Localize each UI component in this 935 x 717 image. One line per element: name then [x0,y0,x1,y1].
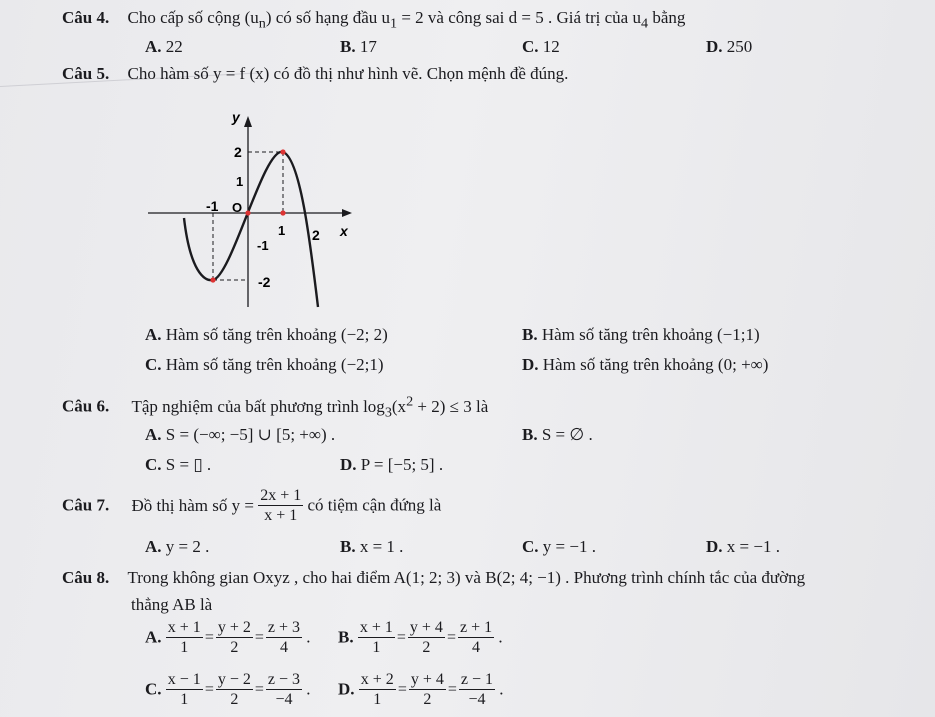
function-graph [140,100,360,312]
frac-num: z + 3 [267,619,301,636]
option-text: y = 2 . [165,537,210,556]
q7-option-d[interactable] [706,537,780,557]
tick-x-1: 1 [278,223,286,238]
frac [266,618,302,657]
x-axis-label: x [340,223,348,239]
frac-num: x + 1 [359,619,393,636]
question-6-number: Câu 6. [62,396,110,416]
frac [216,618,253,657]
option-label: D. [706,37,723,56]
frac-den: 4 [279,639,288,656]
y-axis-arrow-icon [244,116,252,127]
q4-option-b[interactable] [340,37,377,57]
q6-option-c[interactable] [145,455,211,475]
option-label: D. [706,537,723,556]
frac-num: y + 4 [410,671,444,688]
tick-y-minus-2: -2 [258,274,271,290]
equals-sign: = [254,628,264,646]
question-8-text-line2: thẳng AB là [131,595,213,614]
frac-den: 1 [373,691,382,708]
q7-text-a: Đồ thị hàm số y = [131,495,254,515]
q7-option-b[interactable] [340,537,403,557]
frac [459,670,495,709]
q6-sub-3: 3 [384,404,392,421]
q6-option-b[interactable] [522,425,593,445]
option-label: A. [145,325,162,344]
equals-sign: = [204,680,214,698]
option-text: Hàm số tăng trên khoảng (−2;1) [165,355,384,374]
equals-sign: = [204,628,214,646]
question-4-text [127,8,686,32]
tick-x-minus-1: -1 [206,198,219,214]
option-end: . [498,627,503,647]
option-text: P = [−5; 5] . [360,455,444,474]
question-5 [62,64,568,84]
frac-num: x + 1 [167,619,201,636]
q4-sub-1: 1 [390,15,398,32]
y-axis-label: y [232,109,240,125]
frac [358,618,395,657]
q5-option-a[interactable] [145,325,388,345]
option-label: B. [340,537,356,556]
q5-option-c[interactable] [145,355,384,375]
option-label: C. [522,537,539,556]
option-label: D. [340,455,357,474]
q8-option-b[interactable] [338,618,503,657]
tick-y-minus-1: -1 [257,238,269,253]
frac-num: y − 2 [217,671,251,688]
question-8 [62,568,805,588]
q7-text-b: có tiệm cận đứng là [307,495,442,515]
function-curve [184,152,318,307]
option-text: Hàm số tăng trên khoảng (0; +∞) [542,355,769,374]
frac-num: x + 2 [360,671,394,688]
frac [409,670,446,709]
q4-option-d[interactable] [706,37,752,57]
equals-sign: = [397,680,407,698]
option-label: A. [145,37,162,56]
option-label: C. [145,455,162,474]
equals-sign: = [396,628,406,646]
equals-sign: = [254,680,264,698]
frac-den: 2 [423,691,432,708]
frac-den: −4 [468,691,486,708]
q7-option-c[interactable] [522,537,596,557]
option-label: A. [145,627,162,647]
option-text: Hàm số tăng trên khoảng (−2; 2) [165,325,388,344]
option-text: S = (−∞; −5] ∪ [5; +∞) . [165,425,336,444]
q4-text-d: bằng [648,8,686,27]
q5-option-d[interactable] [522,355,768,375]
option-text: 250 [726,37,753,56]
option-text: S = ∅ . [541,425,593,444]
q7-frac-den: x + 1 [264,507,298,524]
q6-text-c: + 2) ≤ 3 là [413,396,489,416]
frac-num: y + 4 [409,619,443,636]
frac-num: x − 1 [167,671,201,688]
frac [166,618,203,657]
frac-den: 1 [372,639,381,656]
tick-y-1: 1 [236,174,244,189]
q8-option-d[interactable] [338,670,504,709]
q4-option-c[interactable] [522,37,560,57]
q6-text-a: Tập nghiệm của bất phương trình log [131,396,385,416]
question-4-number: Câu 4. [62,8,110,27]
q4-option-a[interactable] [145,37,183,57]
q8-option-a[interactable] [145,618,311,657]
q7-fraction [258,486,303,525]
origin-label: O [232,200,243,215]
option-label: B. [522,325,538,344]
frac [458,618,494,657]
frac-den: 2 [230,639,239,656]
option-text: x = 1 . [359,537,404,556]
x-axis-arrow-icon [342,209,352,217]
q6-text-b: (x [391,396,407,416]
question-7 [62,486,441,525]
question-4 [62,8,685,32]
q5-option-b[interactable] [522,325,760,345]
question-8-number: Câu 8. [62,568,110,587]
frac-den: 2 [422,639,431,656]
frac [216,670,253,709]
frac-den: 1 [180,639,189,656]
q6-option-a[interactable] [145,425,335,445]
point-x1 [280,210,285,215]
question-5-text: Cho hàm số y = f (x) có đồ thị như hình vẽ. Chọn mệnh đề đúng. [127,64,569,83]
option-text: Hàm số tăng trên khoảng (−1;1) [541,325,760,344]
point-min [210,277,215,282]
question-6 [62,393,488,421]
option-text: 12 [542,37,560,56]
frac [359,670,396,709]
option-label: C. [145,355,162,374]
frac-den: 1 [180,691,189,708]
frac-den: −4 [275,691,293,708]
option-text: 22 [165,37,183,56]
q7-option-a[interactable] [145,537,209,557]
q4-sub-4: 4 [640,15,649,32]
point-max [280,149,285,154]
option-text: 17 [359,37,377,56]
question-5-number: Câu 5. [62,64,110,83]
frac [166,670,203,709]
option-label: D. [338,679,355,699]
frac [266,670,302,709]
q6-sup-2: 2 [406,393,414,409]
frac-num: z − 3 [267,671,301,688]
question-6-text [131,393,489,421]
option-label: C. [522,37,539,56]
option-text: y = −1 . [542,537,596,556]
option-label: B. [338,627,354,647]
equals-sign: = [447,680,457,698]
frac-den: 4 [472,639,481,656]
option-label: B. [522,425,538,444]
option-label: B. [340,37,356,56]
option-label: A. [145,537,162,556]
question-8-text: Trong không gian Oxyz , cho hai điểm A(1; 2; 3) và B(2; 4; −1) . Phương trình chính tắc của đường [127,568,806,587]
option-text: x = −1 . [726,537,780,556]
point-origin [245,210,250,215]
q4-text-b: ) có số hạng đầu u [265,8,390,27]
question-7-number: Câu 7. [62,495,110,515]
option-label: D. [522,355,539,374]
frac-num: z − 1 [460,671,494,688]
q8-option-c[interactable] [145,670,311,709]
q7-frac-num: 2x + 1 [260,487,302,504]
option-end: . [306,679,311,699]
option-label: C. [145,679,162,699]
q4-text-c: = 2 và công sai d = 5 . Giá trị của u [397,8,641,27]
option-label: A. [145,425,162,444]
frac-den: 2 [230,691,239,708]
frac [408,618,445,657]
q6-option-d[interactable] [340,455,443,475]
equals-sign: = [446,628,456,646]
q4-text-a: Cho cấp số cộng (u [127,8,259,27]
tick-x-2: 2 [312,227,320,243]
tick-y-2: 2 [234,144,242,160]
option-end: . [499,679,504,699]
frac-num: y + 2 [217,619,251,636]
option-end: . [306,627,311,647]
q4-sub-n: n [258,15,266,32]
option-text: S = ▯ . [165,455,212,474]
frac-num: z + 1 [459,619,493,636]
